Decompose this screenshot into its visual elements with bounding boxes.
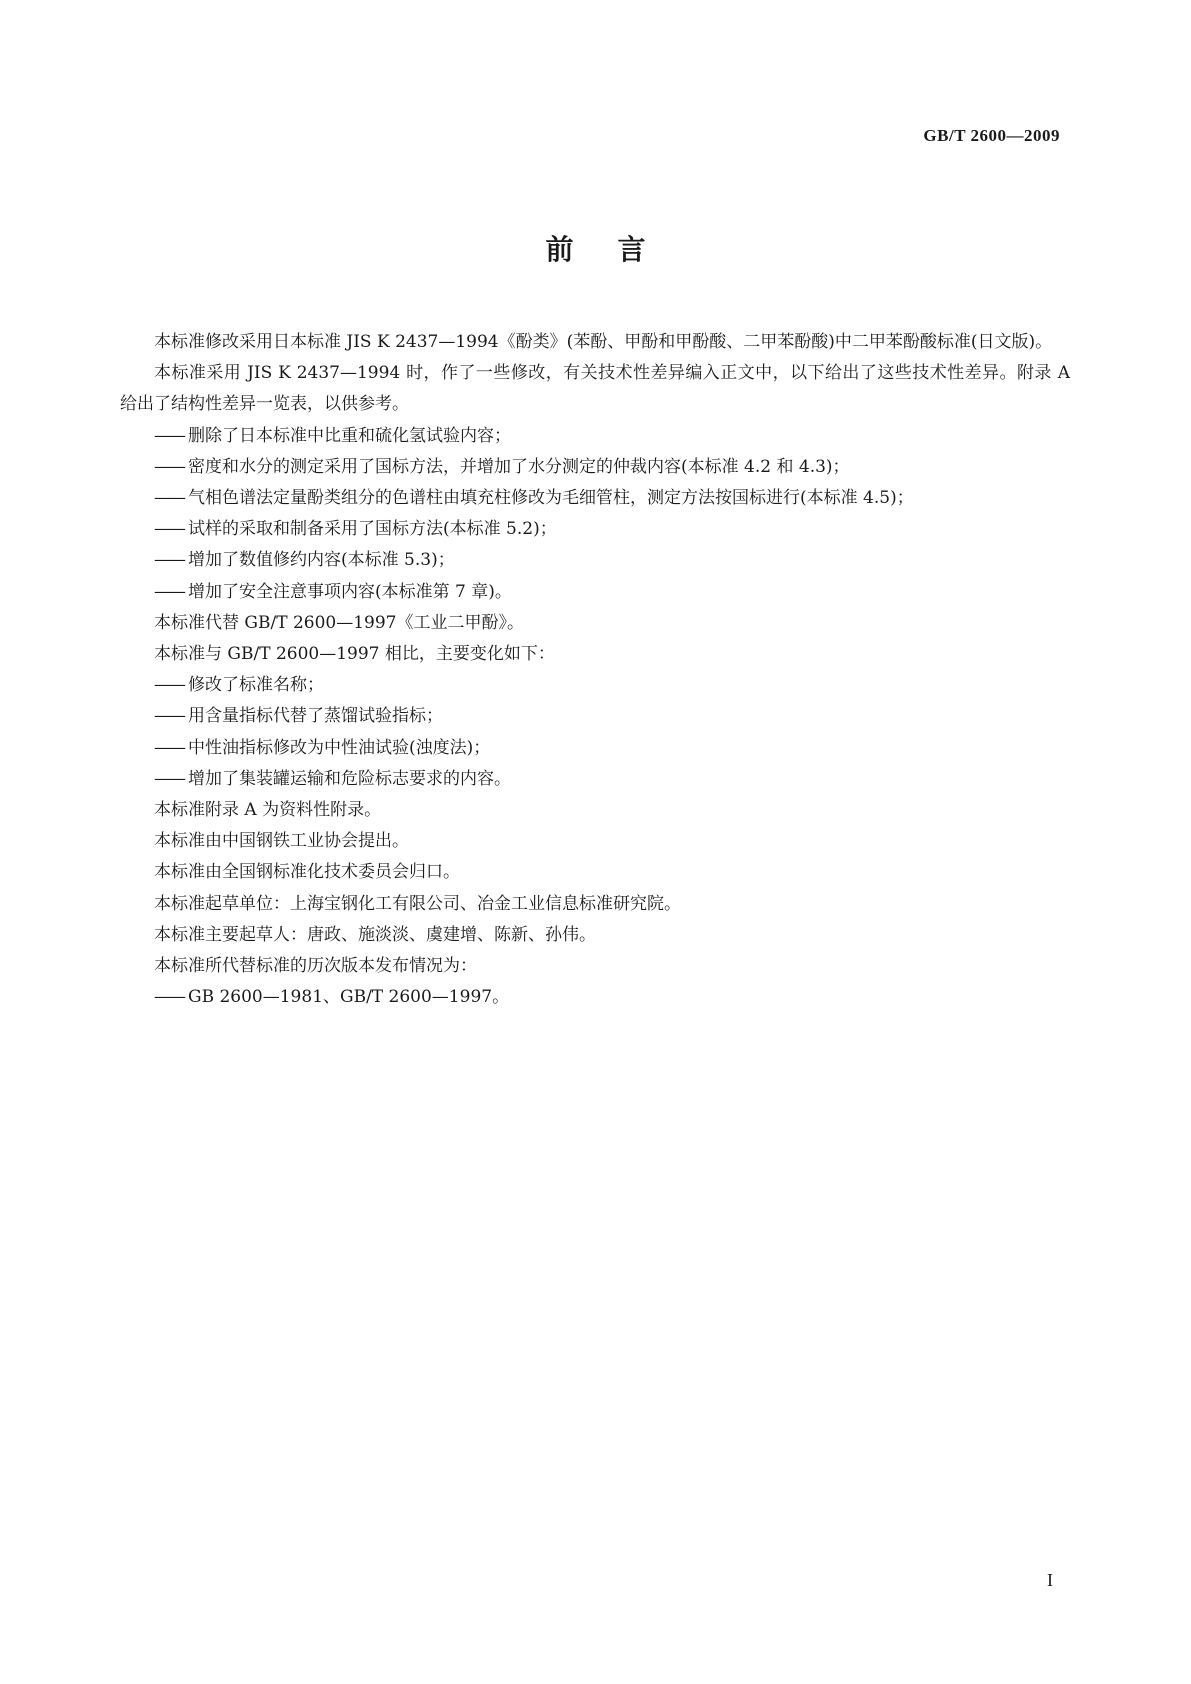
list-item — [120, 452, 1070, 483]
foreword-body — [120, 327, 1070, 1013]
list-item-text: 增加了集装罐运输和危险标志要求的内容。 — [188, 768, 511, 789]
paragraph-replaces: 本标准代替 GB/T 2600—1997《工业二甲酚》。 — [154, 612, 524, 633]
dash-marker: —— — [154, 768, 184, 789]
page-number: I — [1047, 1570, 1053, 1590]
list-item — [120, 733, 1070, 764]
list-item-text: 试样的采取和制备采用了国标方法(本标准 5.2)； — [188, 519, 557, 540]
list-item-text: 气相色谱法定量酚类组分的色谱柱由填充柱修改为毛细管柱，测定方法按国标进行(本标准 4.5)； — [188, 488, 914, 509]
paragraph-adoption: 本标准修改采用日本标准 JIS K 2437—1994《酚类》(苯酚、甲酚和甲酚酸、二甲苯酚酸)中二甲苯酚酸标准(日文版)。 — [154, 332, 1053, 352]
dash-marker: —— — [154, 987, 184, 1008]
list-item-text: 增加了安全注意事项内容(本标准第 7 章)。 — [188, 581, 512, 602]
dash-marker: —— — [154, 706, 184, 727]
list-item-text: 中性油指标修改为中性油试验(浊度法)； — [188, 737, 491, 758]
list-item-text: 删除了日本标准中比重和硫化氢试验内容； — [188, 425, 511, 446]
dash-marker: —— — [154, 550, 184, 571]
list-item-text: 用含量指标代替了蒸馏试验指标； — [188, 706, 443, 727]
dash-marker: —— — [154, 737, 184, 758]
list-item-text: 增加了数值修约内容(本标准 5.3)； — [188, 550, 455, 571]
page-title: 前言 — [545, 233, 690, 266]
list-item — [120, 514, 1070, 545]
list-item — [120, 577, 1070, 608]
paragraph-drafters: 本标准主要起草人：唐政、施淡淡、虞建增、陈新、孙伟。 — [154, 924, 596, 945]
paragraph-modifications: 本标准采用 JIS K 2437—1994 时，作了一些修改，有关技术性差异编入正文中，以下给出了这些技术性差异。附录 A 给出了结构性差异一览表，以供参考。 — [120, 363, 1070, 415]
dash-marker: —— — [154, 425, 184, 446]
list-item-text: GB 2600—1981、GB/T 2600—1997。 — [188, 987, 510, 1008]
list-item-text: 修改了标准名称； — [188, 675, 324, 696]
dash-marker: —— — [154, 456, 184, 477]
list-item — [120, 701, 1070, 732]
list-item — [120, 483, 1070, 514]
dash-marker: —— — [154, 488, 184, 509]
paragraph-main-changes: 本标准与 GB/T 2600—1997 相比，主要变化如下： — [154, 644, 555, 665]
list-item-text: 密度和水分的测定采用了国标方法，并增加了水分测定的仲裁内容(本标准 4.2 和 4.3)； — [188, 456, 850, 477]
main-changes-list — [120, 670, 1070, 795]
list-item — [120, 421, 1070, 452]
dash-marker: —— — [154, 519, 184, 540]
list-item — [120, 545, 1070, 576]
paragraph-drafting-units: 本标准起草单位：上海宝钢化工有限公司、冶金工业信息标准研究院。 — [154, 893, 681, 914]
paragraph-previous-versions: 本标准所代替标准的历次版本发布情况为： — [154, 956, 477, 977]
dash-marker: —— — [154, 581, 184, 602]
previous-versions-list — [120, 982, 1070, 1013]
standard-code: GB/T 2600—2009 — [923, 126, 1060, 145]
list-item — [120, 764, 1070, 795]
paragraph-proposer: 本标准由中国钢铁工业协会提出。 — [154, 831, 409, 852]
paragraph-committee: 本标准由全国钢标准化技术委员会归口。 — [154, 862, 460, 883]
list-item — [120, 670, 1070, 701]
paragraph-annex: 本标准附录 A 为资料性附录。 — [154, 800, 382, 821]
technical-differences-list — [120, 421, 1070, 608]
list-item — [120, 982, 1070, 1013]
dash-marker: —— — [154, 675, 184, 696]
